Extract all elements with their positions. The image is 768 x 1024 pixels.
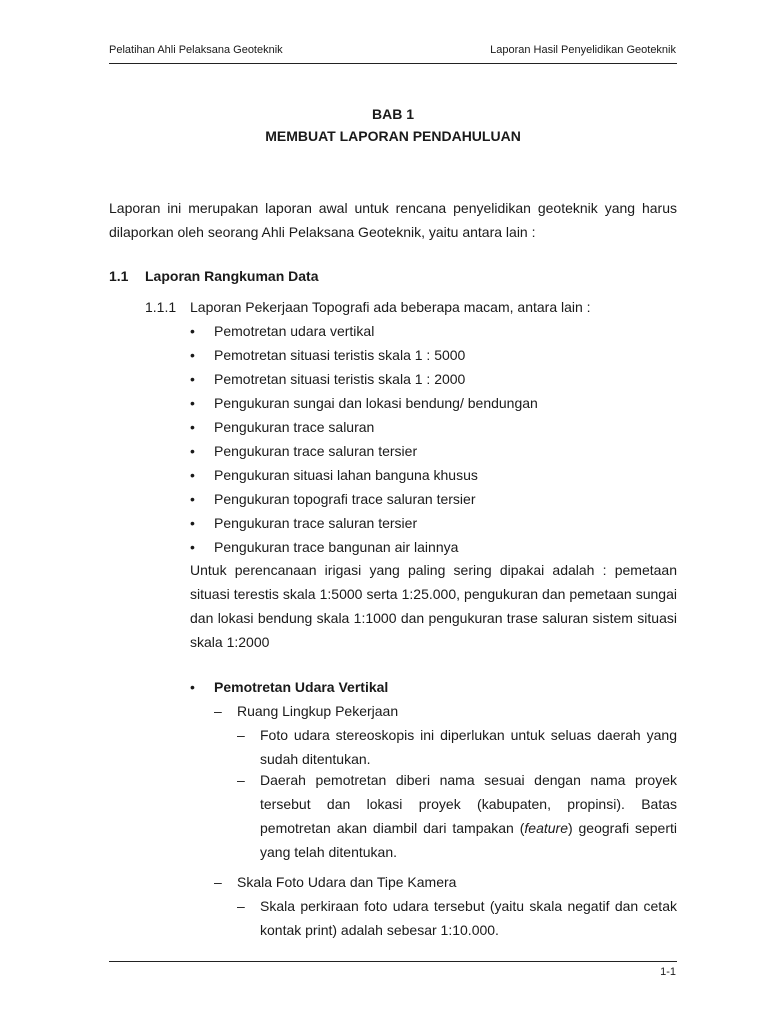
scope-item-2 (260, 768, 677, 864)
bullet-icon: • (190, 419, 195, 435)
footer-rule (109, 961, 677, 962)
camera-item-1: Skala perkiraan foto udara tersebut (yaitu skala negatif dan cetak kontak print) adalah sebesar 1:10.000. (260, 898, 677, 938)
scope-item-2-text-end: ) geografi seperti yang telah ditentukan. (260, 820, 678, 860)
bullet-icon: • (190, 347, 195, 363)
chapter-number: BAB 1 (371, 106, 414, 122)
header-left: Pelatihan Ahli Pelaksana Geoteknik (109, 44, 283, 56)
scope-label: Ruang Lingkup Pekerjaan (237, 703, 399, 719)
scope-item-2-italic: feature (524, 820, 568, 836)
bullet-icon: • (190, 679, 195, 695)
section-number: 1.1 (109, 268, 129, 284)
list-item-text: Pemotretan udara vertikal (214, 323, 375, 339)
chapter-title: MEMBUAT LAPORAN PENDAHULUAN (265, 128, 521, 144)
list-item-text: Pengukuran trace bangunan air lainnya (214, 539, 459, 555)
camera-label: Skala Foto Udara dan Tipe Kamera (237, 874, 457, 890)
bullet-icon: • (190, 443, 195, 459)
header-right: Laporan Hasil Penyelidikan Geoteknik (490, 44, 676, 56)
list-item-text: Pengukuran trace saluran (214, 419, 375, 435)
bullet-icon: • (190, 395, 195, 411)
header-rule (109, 63, 677, 64)
detail-heading: Pemotretan Udara Vertikal (214, 679, 389, 695)
subsection-number: 1.1.1 (145, 299, 177, 315)
list-item-text: Pengukuran trace saluran tersier (214, 443, 418, 459)
list-item-text: Pemotretan situasi teristis skala 1 : 2000 (214, 371, 466, 387)
summary-paragraph: Untuk perencanaan irigasi yang paling sering dipakai adalah : pemetaan situasi terestis skala 1:5000 serta 1:25.000, pengukuran dan pemetaan sungai dan lokasi bendung skala 1:1000 dan pengukuran trase saluran sistem situasi skala 1:2000 (190, 562, 677, 650)
dash-icon: – (214, 874, 222, 890)
section-title: Laporan Rangkuman Data (145, 268, 319, 284)
scope-item-1: Foto udara stereoskopis ini diperlukan untuk seluas daerah yang sudah ditentukan. (260, 727, 677, 767)
bullet-icon: • (190, 323, 195, 339)
subsection-title: Laporan Pekerjaan Topografi ada beberapa macam, antara lain : (190, 299, 591, 315)
page-number: 1-1 (660, 966, 676, 978)
bullet-icon: • (190, 539, 195, 555)
dash-icon: – (214, 703, 222, 719)
list-item-text: Pengukuran trace saluran tersier (214, 515, 418, 531)
bullet-icon: • (190, 515, 195, 531)
dash-icon: – (237, 727, 245, 743)
bullet-icon: • (190, 491, 195, 507)
list-item-text: Pengukuran topografi trace saluran tersier (214, 491, 476, 507)
dash-icon: – (237, 772, 245, 788)
list-item-text: Pengukuran sungai dan lokasi bendung/ bendungan (214, 395, 538, 411)
dash-icon: – (237, 898, 245, 914)
scope-item-2-text: Daerah pemotretan diberi nama sesuai dengan nama proyek tersebut dan lokasi proyek (kabupaten, propinsi). Batas pemotretan akan diambil dari tampakan ( (260, 772, 677, 836)
list-item-text: Pengukuran situasi lahan banguna khusus (214, 467, 478, 483)
intro-paragraph: Laporan ini merupakan laporan awal untuk rencana penyelidikan geoteknik yang harus dilaporkan oleh seorang Ahli Pelaksana Geoteknik, yaitu antara lain : (109, 200, 677, 240)
bullet-icon: • (190, 467, 195, 483)
bullet-icon: • (190, 371, 195, 387)
list-item-text: Pemotretan situasi teristis skala 1 : 5000 (214, 347, 466, 363)
